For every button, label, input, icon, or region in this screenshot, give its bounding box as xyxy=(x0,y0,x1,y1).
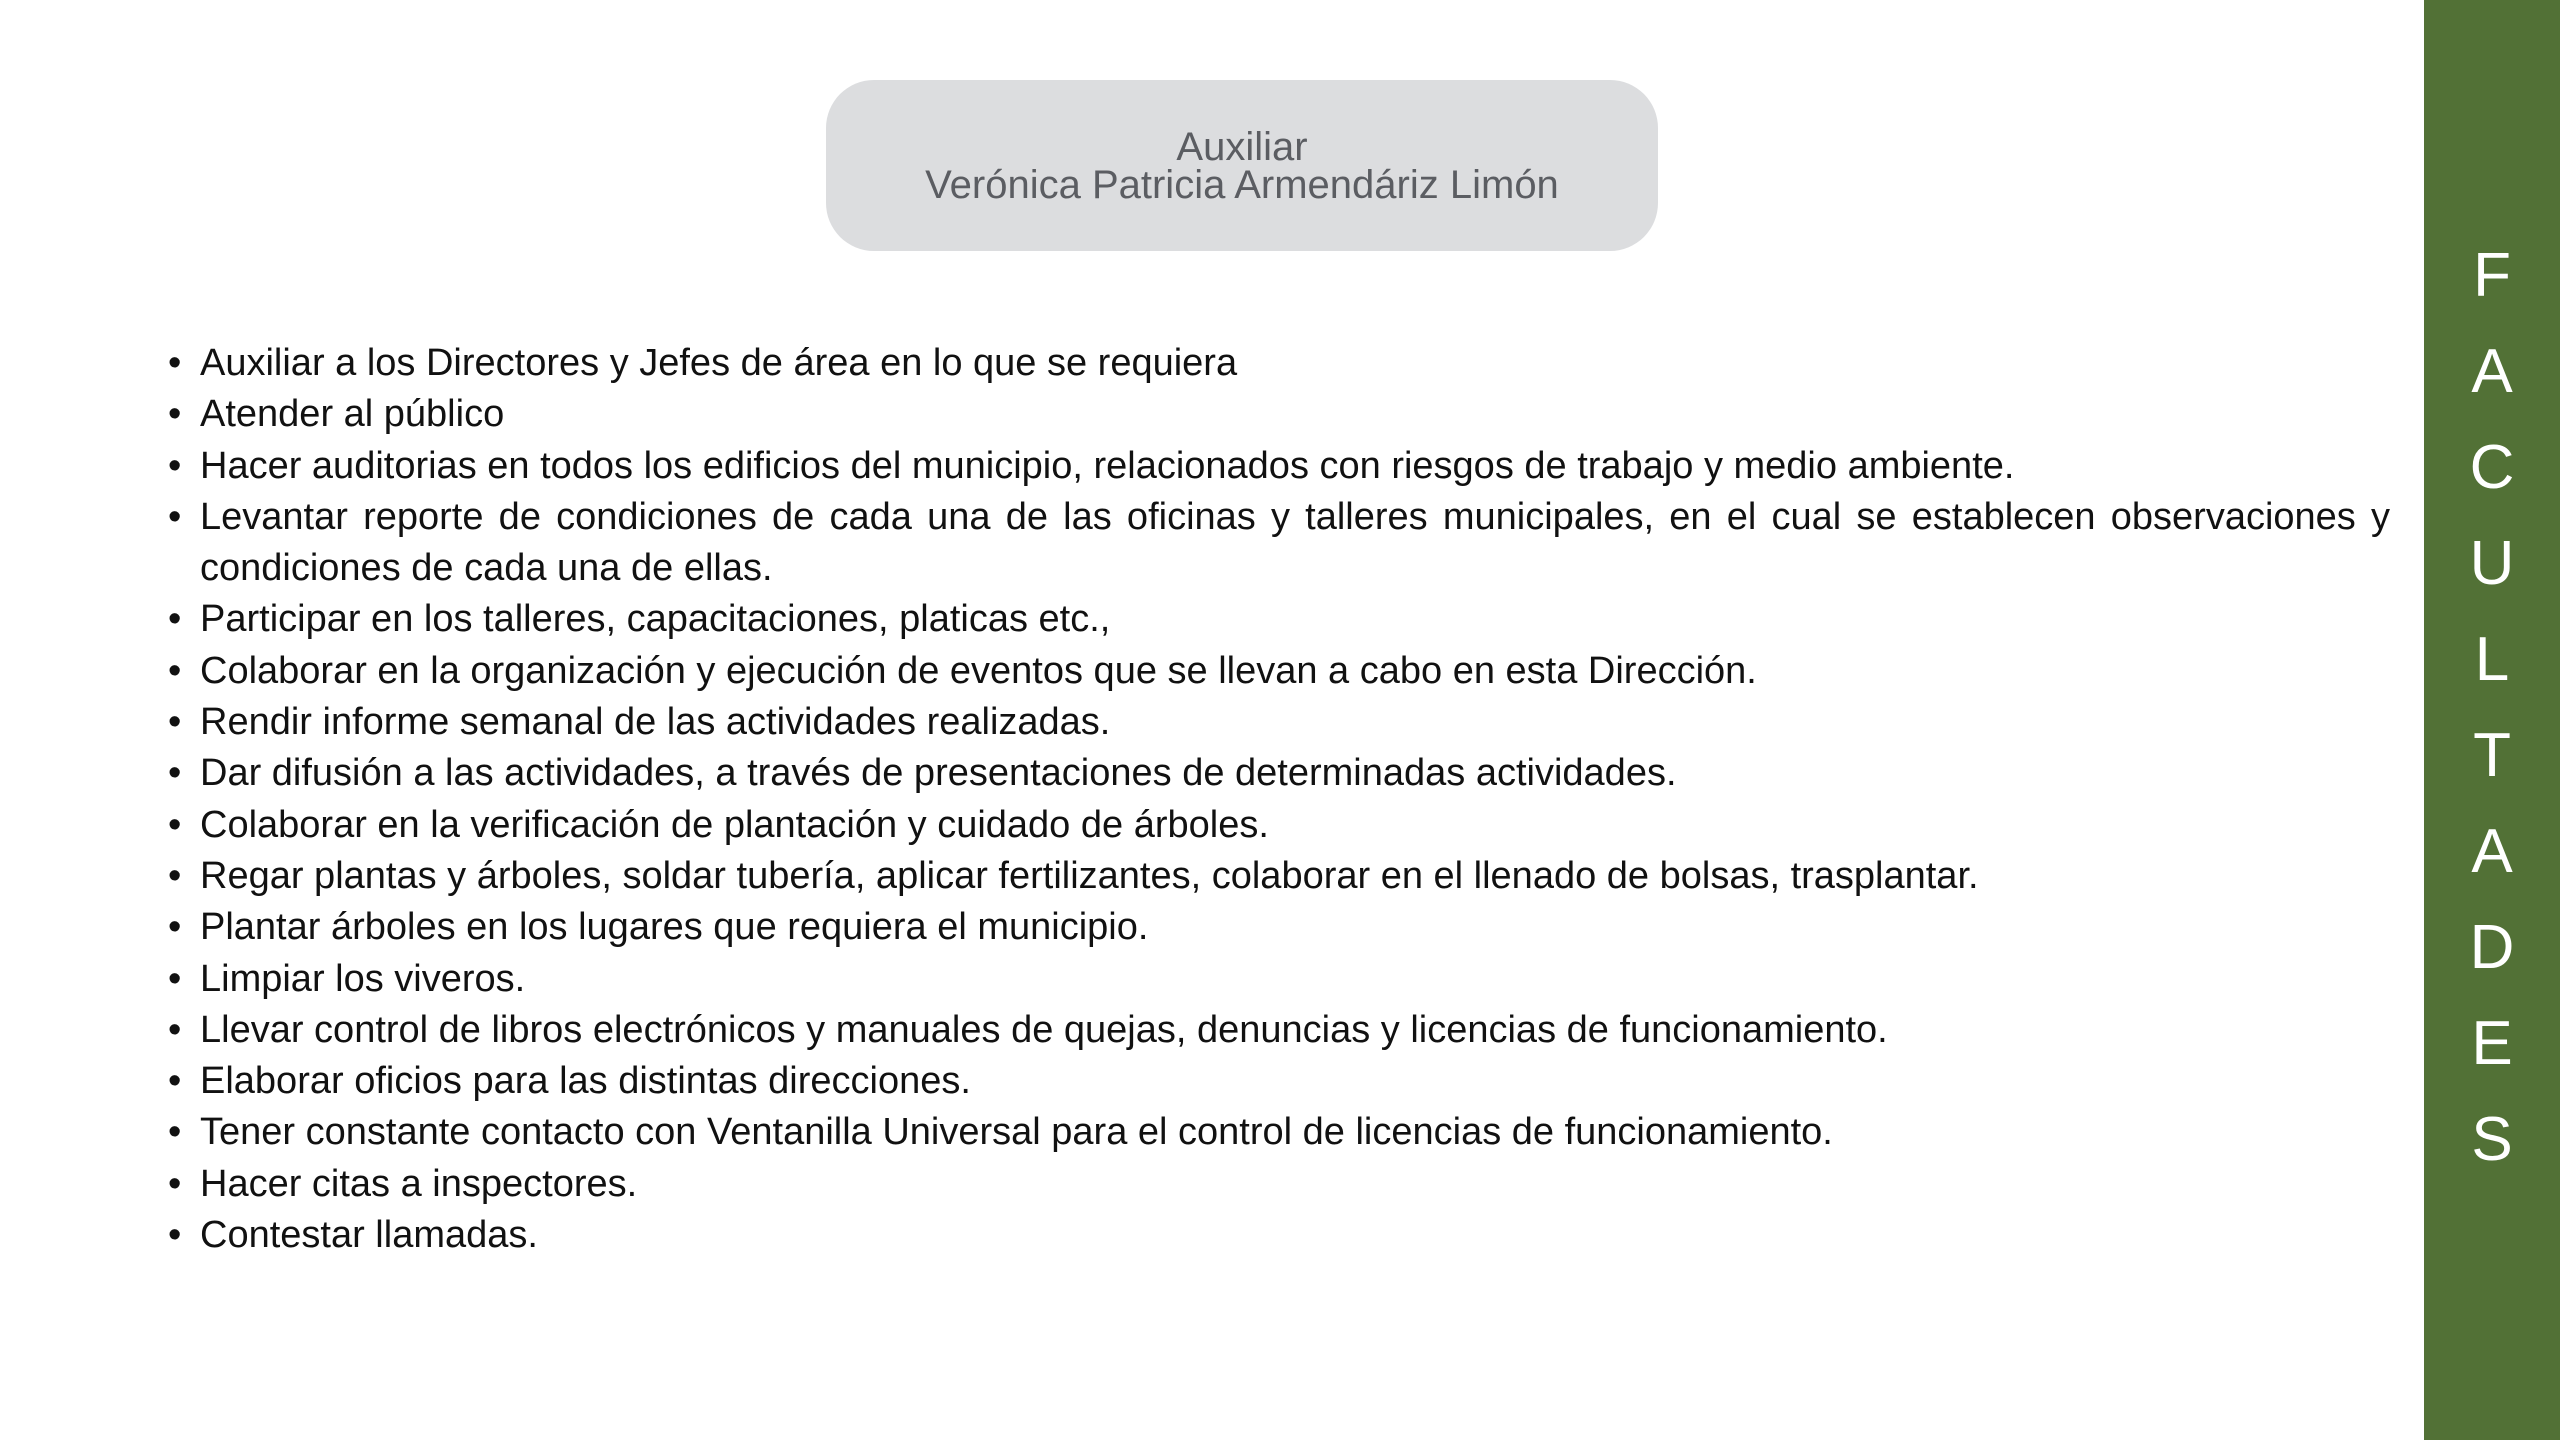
duty-item: • Elaborar oficios para las distintas direcciones. xyxy=(168,1056,2390,1107)
sidebar-letter: E xyxy=(2471,1009,2513,1078)
position-title: Auxiliar xyxy=(1176,124,1308,169)
sidebar-letter: L xyxy=(2474,625,2510,694)
employee-name: Verónica Patricia Armendáriz Limón xyxy=(925,162,1559,207)
duty-item: • Auxiliar a los Directores y Jefes de área en lo que se requiera xyxy=(168,338,2390,389)
duty-item: • Colaborar en la organización y ejecución de eventos que se llevan a cabo en esta Dirección. xyxy=(168,646,2390,697)
duty-item: • Hacer citas a inspectores. xyxy=(168,1159,2390,1210)
duty-item: • Atender al público xyxy=(168,389,2390,440)
duty-item: • Hacer auditorias en todos los edificios del municipio, relacionados con riesgos de trabajo y medio ambiente. xyxy=(168,441,2390,492)
position-header xyxy=(826,80,1658,251)
sidebar-letter: U xyxy=(2469,529,2515,598)
duty-item: • Participar en los talleres, capacitaciones, platicas etc., xyxy=(168,594,2390,645)
sidebar-letter: T xyxy=(2473,721,2511,790)
sidebar-letter: C xyxy=(2469,433,2515,502)
duty-item: • Limpiar los viveros. xyxy=(168,954,2390,1005)
duty-item: • Llevar control de libros electrónicos y manuales de quejas, denuncias y licencias de funcionamiento. xyxy=(168,1005,2390,1056)
duty-item: • Plantar árboles en los lugares que requiera el municipio. xyxy=(168,902,2390,953)
sidebar-letter: D xyxy=(2469,913,2515,982)
sidebar-letter: S xyxy=(2471,1105,2513,1174)
sidebar-vertical-title xyxy=(2424,228,2560,1188)
duty-item: • Levantar reporte de condiciones de cada una de las oficinas y talleres municipales, en el cual se establecen observaciones y condiciones de cada una de ellas. xyxy=(168,492,2390,595)
duty-item: • Contestar llamadas. xyxy=(168,1210,2390,1261)
duty-item: • Colaborar en la verificación de plantación y cuidado de árboles. xyxy=(168,800,2390,851)
duty-item: • Dar difusión a las actividades, a través de presentaciones de determinadas actividades. xyxy=(168,748,2390,799)
sidebar-letter: A xyxy=(2471,817,2513,886)
duty-item: • Regar plantas y árboles, soldar tubería, aplicar fertilizantes, colaborar en el llenado de bolsas, trasplantar. xyxy=(168,851,2390,902)
duty-item: • Rendir informe semanal de las actividades realizadas. xyxy=(168,697,2390,748)
duty-item: • Tener constante contacto con Ventanilla Universal para el control de licencias de funcionamiento. xyxy=(168,1107,2390,1158)
duties-list xyxy=(168,338,2390,1261)
sidebar-letter: F xyxy=(2473,241,2511,310)
sidebar xyxy=(2424,0,2560,1440)
sidebar-letter: A xyxy=(2471,337,2513,406)
